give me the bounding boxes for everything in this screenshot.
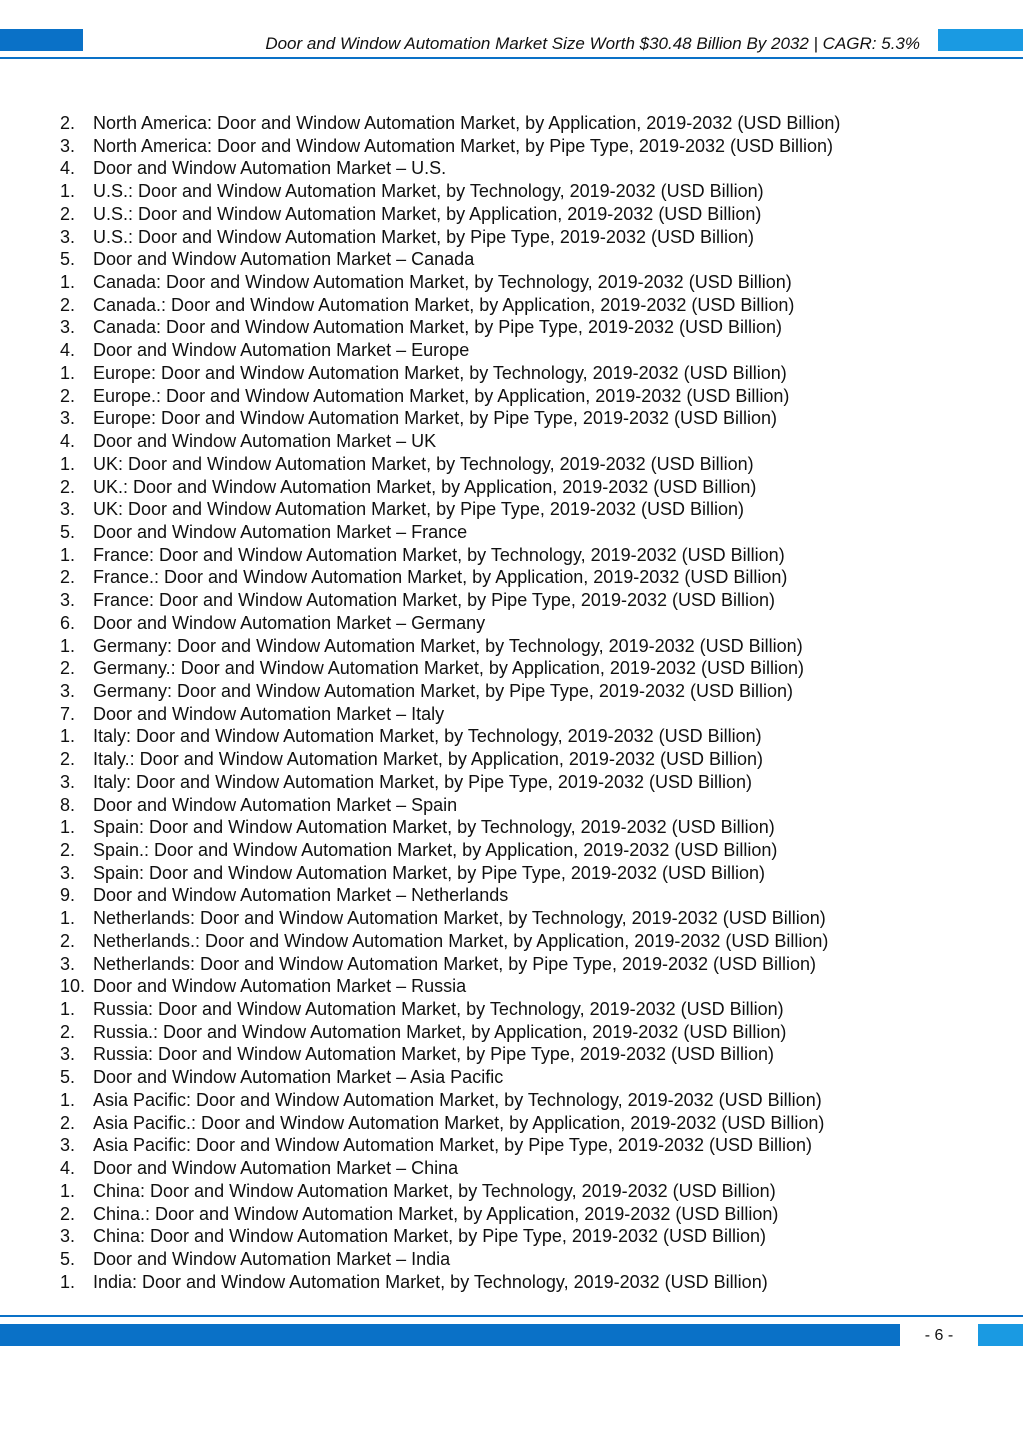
list-item-text: Door and Window Automation Market – Canada: [93, 249, 475, 270]
list-item-text: Spain: Door and Window Automation Market, by Pipe Type, 2019-2032 (USD Billion): [93, 862, 766, 883]
list-item-text: Italy: Door and Window Automation Market, by Technology, 2019-2032 (USD Billion): [93, 726, 762, 747]
list-item-number: 1.: [60, 908, 76, 929]
list-item-number: 3.: [60, 499, 76, 520]
list-item-text: Door and Window Automation Market – UK: [93, 431, 437, 452]
list-item-text: Germany: Door and Window Automation Market, by Technology, 2019-2032 (USD Billion): [93, 635, 803, 656]
list-item-text: Spain: Door and Window Automation Market, by Technology, 2019-2032 (USD Billion): [93, 817, 775, 838]
list-item-text: Door and Window Automation Market – Asia Pacific: [93, 1067, 504, 1088]
list-item-number: 3.: [60, 680, 76, 701]
list-item-text: France: Door and Window Automation Market, by Pipe Type, 2019-2032 (USD Billion): [93, 590, 776, 611]
list-item-text: U.S.: Door and Window Automation Market, by Technology, 2019-2032 (USD Billion): [93, 181, 764, 202]
list-item-number: 2.: [60, 1021, 76, 1042]
footer-rule: [0, 1315, 1023, 1317]
list-item-text: Door and Window Automation Market – France: [93, 521, 468, 542]
list-item-number: 3.: [60, 862, 76, 883]
list-item-number: 4.: [60, 1158, 76, 1179]
list-item-text: Door and Window Automation Market – Germany: [93, 612, 486, 633]
footer-accent-bar-right: [978, 1324, 1023, 1346]
page-number: - 6 -: [924, 1327, 954, 1344]
list-item-text: Door and Window Automation Market – Italy: [93, 703, 445, 724]
list-item-number: 5.: [60, 1067, 76, 1088]
list-item-text: France.: Door and Window Automation Market, by Application, 2019-2032 (USD Billion): [93, 567, 788, 588]
list-item-number: 1.: [60, 544, 76, 565]
list-item-text: UK: Door and Window Automation Market, by Pipe Type, 2019-2032 (USD Billion): [93, 499, 744, 520]
list-item-text: Asia Pacific: Door and Window Automation Market, by Pipe Type, 2019-2032 (USD Billion): [93, 1135, 813, 1156]
list-item-text: Italy.: Door and Window Automation Market, by Application, 2019-2032 (USD Billion): [93, 749, 763, 770]
list-item-number: 1.: [60, 1180, 76, 1201]
list-item-text: Italy: Door and Window Automation Market, by Pipe Type, 2019-2032 (USD Billion): [93, 771, 752, 792]
header-accent-block-right: [938, 29, 1023, 51]
list-item-text: UK: Door and Window Automation Market, by Technology, 2019-2032 (USD Billion): [93, 453, 754, 474]
list-item-text: Spain.: Door and Window Automation Market, by Application, 2019-2032 (USD Billion): [93, 840, 778, 860]
list-item-text: Canada: Door and Window Automation Market, by Pipe Type, 2019-2032 (USD Billion): [93, 317, 783, 338]
list-item-text: Netherlands.: Door and Window Automation Market, by Application, 2019-2032 (USD Billion): [93, 930, 829, 951]
list-item-number: 2.: [60, 930, 76, 951]
list-item-number: 5.: [60, 1248, 76, 1269]
list-item-text: China: Door and Window Automation Market, by Technology, 2019-2032 (USD Billion): [93, 1180, 776, 1201]
list-item-text: Germany.: Door and Window Automation Market, by Application, 2019-2032 (USD Billion): [93, 658, 805, 679]
list-item-number: 2.: [60, 203, 76, 224]
list-item-text: Netherlands: Door and Window Automation Market, by Pipe Type, 2019-2032 (USD Billion): [93, 953, 817, 974]
list-item-number: 6.: [60, 612, 76, 633]
list-item-number: 7.: [60, 703, 76, 724]
list-item-text: Door and Window Automation Market – Russia: [93, 976, 467, 997]
list-item-number: 1.: [60, 817, 76, 838]
list-item-number: 2.: [60, 476, 76, 497]
list-item-number: 2.: [60, 1112, 76, 1133]
list-item-number: 1.: [60, 362, 76, 383]
list-item-text: Europe: Door and Window Automation Market, by Technology, 2019-2032 (USD Billion): [93, 362, 787, 383]
list-item-text: China: Door and Window Automation Market, by Pipe Type, 2019-2032 (USD Billion): [93, 1226, 767, 1247]
list-item-number: 10.: [60, 976, 86, 997]
list-item-text: Door and Window Automation Market – Netherlands: [93, 885, 509, 906]
list-item-text: Germany: Door and Window Automation Market, by Pipe Type, 2019-2032 (USD Billion): [93, 680, 794, 701]
list-item-number: 4.: [60, 340, 76, 361]
list-item-number: 2.: [60, 749, 76, 770]
list-item-text: Door and Window Automation Market – India: [93, 1248, 451, 1269]
list-item-number: 1.: [60, 635, 76, 656]
list-item-text: Door and Window Automation Market – Spain: [93, 794, 458, 815]
list-item-text: Canada: Door and Window Automation Market, by Technology, 2019-2032 (USD Billion): [93, 272, 792, 293]
list-item-number: 2.: [60, 385, 76, 406]
list-item-text: Canada.: Door and Window Automation Market, by Application, 2019-2032 (USD Billion): [93, 294, 795, 315]
list-item-text: Russia: Door and Window Automation Market, by Pipe Type, 2019-2032 (USD Billion): [93, 1044, 775, 1065]
list-item-number: 2.: [60, 567, 76, 588]
list-item-number: 3.: [60, 771, 76, 792]
list-item-number: 1.: [60, 181, 76, 202]
list-item-text: North America: Door and Window Automation Market, by Application, 2019-2032 (USD Billion): [93, 113, 841, 133]
header-accent-block-left: [0, 29, 83, 51]
list-item-number: 2.: [60, 840, 76, 860]
list-item-text: UK.: Door and Window Automation Market, by Application, 2019-2032 (USD Billion): [93, 476, 757, 497]
list-item-text: Door and Window Automation Market – U.S.: [93, 158, 447, 179]
list-item-number: 8.: [60, 794, 76, 815]
list-item-number: 1.: [60, 726, 76, 747]
list-item-text: Netherlands: Door and Window Automation Market, by Technology, 2019-2032 (USD Billion): [93, 908, 826, 929]
list-item-text: India: Door and Window Automation Market, by Technology, 2019-2032 (USD Billion): [93, 1271, 768, 1292]
list-item-number: 2.: [60, 658, 76, 679]
list-item-number: 5.: [60, 521, 76, 542]
list-item-number: 3.: [60, 1226, 76, 1247]
list-item-text: U.S.: Door and Window Automation Market, by Application, 2019-2032 (USD Billion): [93, 203, 762, 224]
footer-accent-bar-left: [0, 1324, 900, 1346]
list-item-number: 2.: [60, 294, 76, 315]
list-item-text: France: Door and Window Automation Market, by Technology, 2019-2032 (USD Billion): [93, 544, 785, 565]
list-item-number: 4.: [60, 158, 76, 179]
list-item-number: 3.: [60, 1044, 76, 1065]
list-item-number: 3.: [60, 953, 76, 974]
list-item-number: 1.: [60, 272, 76, 293]
list-item-number: 2.: [60, 113, 76, 133]
list-item-number: 3.: [60, 590, 76, 611]
list-item-number: 1.: [60, 1271, 76, 1292]
list-item-text: Door and Window Automation Market – China: [93, 1158, 459, 1179]
header-title: Door and Window Automation Market Size Worth $30.48 Billion By 2032 | CAGR: 5.3%: [265, 34, 920, 53]
list-item-text: Asia Pacific.: Door and Window Automation Market, by Application, 2019-2032 (USD Billion): [93, 1112, 825, 1133]
list-item-number: 3.: [60, 226, 76, 247]
list-item-text: U.S.: Door and Window Automation Market, by Pipe Type, 2019-2032 (USD Billion): [93, 226, 754, 247]
list-item-text: Russia.: Door and Window Automation Market, by Application, 2019-2032 (USD Billion): [93, 1021, 787, 1042]
list-item-number: 1.: [60, 1089, 76, 1110]
list-item-number: 3.: [60, 317, 76, 338]
list-item-text: China.: Door and Window Automation Market, by Application, 2019-2032 (USD Billion): [93, 1203, 779, 1224]
list-item-text: North America: Door and Window Automation Market, by Pipe Type, 2019-2032 (USD Billion): [93, 135, 834, 156]
list-item-text: Door and Window Automation Market – Europe: [93, 340, 470, 361]
header-rule: [0, 57, 1023, 59]
list-item-number: 1.: [60, 453, 76, 474]
list-item-number: 4.: [60, 431, 76, 452]
list-item-number: 3.: [60, 1135, 76, 1156]
list-item-text: Europe.: Door and Window Automation Market, by Application, 2019-2032 (USD Billion): [93, 385, 790, 406]
list-item-number: 3.: [60, 408, 76, 429]
list-item-number: 5.: [60, 249, 76, 270]
list-item-text: Russia: Door and Window Automation Market, by Technology, 2019-2032 (USD Billion): [93, 999, 784, 1020]
list-item-number: 1.: [60, 999, 76, 1020]
list-item-number: 9.: [60, 885, 76, 906]
list-item-number: 2.: [60, 1203, 76, 1224]
list-item-text: Europe: Door and Window Automation Market, by Pipe Type, 2019-2032 (USD Billion): [93, 408, 778, 429]
list-item-text: Asia Pacific: Door and Window Automation Market, by Technology, 2019-2032 (USD Billion): [93, 1089, 822, 1110]
list-item-number: 3.: [60, 135, 76, 156]
